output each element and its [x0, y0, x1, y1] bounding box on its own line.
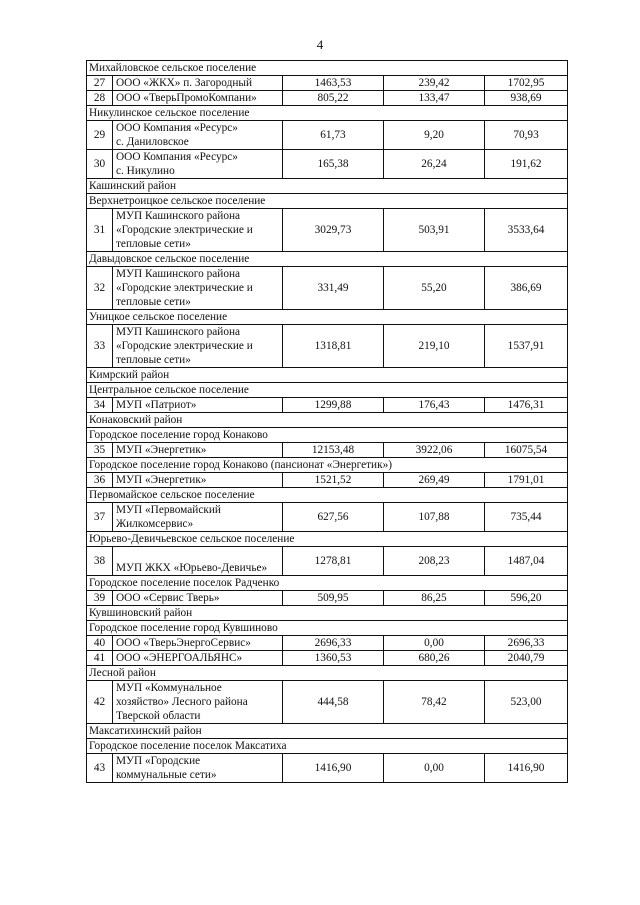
table-row [87, 267, 568, 310]
section-title: Кашинский район [87, 179, 568, 194]
value-total: 386,69 [485, 267, 568, 310]
value-2: 239,42 [384, 76, 485, 91]
row-number: 34 [87, 398, 113, 413]
value-2: 503,91 [384, 209, 485, 252]
row-number: 29 [87, 121, 113, 150]
organization-name: МУП «Первомайский Жилкомсервис» [113, 503, 283, 532]
value-2: 9,20 [384, 121, 485, 150]
section-title: Верхнетроицкое сельское поселение [87, 194, 568, 209]
organization-name: ООО Компания «Ресурс» с. Никулино [113, 150, 283, 179]
table-row [87, 754, 568, 783]
tariff-table [86, 60, 568, 783]
table-row [87, 398, 568, 413]
value-2: 0,00 [384, 636, 485, 651]
organization-name: ООО «ЖКХ» п. Загородный [113, 76, 283, 91]
section-header-row [87, 368, 568, 383]
section-header-row [87, 252, 568, 267]
value-1: 805,22 [283, 91, 384, 106]
section-title: Центральное сельское поселение [87, 383, 568, 398]
section-header-row [87, 606, 568, 621]
value-2: 78,42 [384, 681, 485, 724]
section-header-row [87, 428, 568, 443]
section-header-row [87, 179, 568, 194]
section-title: Городское поселение город Конаково [87, 428, 568, 443]
table-row [87, 76, 568, 91]
table-row [87, 91, 568, 106]
table-row [87, 121, 568, 150]
value-total: 1537,91 [485, 325, 568, 368]
value-total: 70,93 [485, 121, 568, 150]
organization-name: МУП «Энергетик» [113, 443, 283, 458]
value-2: 176,43 [384, 398, 485, 413]
value-total: 2040,79 [485, 651, 568, 666]
section-header-row [87, 724, 568, 739]
row-number: 39 [87, 591, 113, 606]
value-2: 3922,06 [384, 443, 485, 458]
table-row [87, 209, 568, 252]
value-1: 331,49 [283, 267, 384, 310]
section-title: Лесной район [87, 666, 568, 681]
value-2: 133,47 [384, 91, 485, 106]
value-total: 3533,64 [485, 209, 568, 252]
section-title: Уницкое сельское поселение [87, 310, 568, 325]
section-title: Михайловское сельское поселение [87, 61, 568, 76]
table-row [87, 681, 568, 724]
section-title: Давыдовское сельское поселение [87, 252, 568, 267]
table-row [87, 651, 568, 666]
row-number: 42 [87, 681, 113, 724]
section-title: Юрьево-Девичьевское сельское поселение [87, 532, 568, 547]
value-1: 1318,81 [283, 325, 384, 368]
value-2: 219,10 [384, 325, 485, 368]
section-header-row [87, 576, 568, 591]
organization-name: МУП «Энергетик» [113, 473, 283, 488]
organization-name: ООО «ТверьПромоКомпани» [113, 91, 283, 106]
row-number: 31 [87, 209, 113, 252]
organization-name: МУП Кашинского района «Городские электрические и тепловые сети» [113, 209, 283, 252]
value-total: 16075,54 [485, 443, 568, 458]
value-total: 1487,04 [485, 547, 568, 576]
section-title: Никулинское сельское поселение [87, 106, 568, 121]
section-title: Городское поселение город Кувшиново [87, 621, 568, 636]
value-total: 191,62 [485, 150, 568, 179]
section-header-row [87, 532, 568, 547]
value-total: 1416,90 [485, 754, 568, 783]
organization-name: МУП «Патриот» [113, 398, 283, 413]
row-number: 41 [87, 651, 113, 666]
section-title: Кимрский район [87, 368, 568, 383]
value-2: 55,20 [384, 267, 485, 310]
section-title: Городское поселение поселок Максатиха [87, 739, 568, 754]
section-header-row [87, 194, 568, 209]
value-1: 165,38 [283, 150, 384, 179]
page-number: 4 [316, 37, 324, 52]
organization-name: ООО «Сервис Тверь» [113, 591, 283, 606]
value-1: 3029,73 [283, 209, 384, 252]
row-number: 40 [87, 636, 113, 651]
value-2: 26,24 [384, 150, 485, 179]
value-1: 627,56 [283, 503, 384, 532]
organization-name: МУП «Коммунальное хозяйство» Лесного района Тверской области [113, 681, 283, 724]
organization-name: ООО «ЭНЕРГОАЛЬЯНС» [113, 651, 283, 666]
table-row [87, 503, 568, 532]
organization-name: МУП Кашинского района «Городские электрические и тепловые сети» [113, 267, 283, 310]
value-total: 1702,95 [485, 76, 568, 91]
value-1: 1463,53 [283, 76, 384, 91]
section-title: Городское поселение город Конаково (пансионат «Энергетик») [87, 458, 568, 473]
value-2: 86,25 [384, 591, 485, 606]
value-total: 1476,31 [485, 398, 568, 413]
value-total: 938,69 [485, 91, 568, 106]
row-number: 27 [87, 76, 113, 91]
value-total: 735,44 [485, 503, 568, 532]
value-1: 1299,88 [283, 398, 384, 413]
value-total: 596,20 [485, 591, 568, 606]
organization-name: МУП «Городские коммунальные сети» [113, 754, 283, 783]
table-row [87, 443, 568, 458]
section-header-row [87, 739, 568, 754]
value-2: 0,00 [384, 754, 485, 783]
row-number: 37 [87, 503, 113, 532]
row-number: 30 [87, 150, 113, 179]
value-1: 1278,81 [283, 547, 384, 576]
section-header-row [87, 458, 568, 473]
row-number: 32 [87, 267, 113, 310]
table-row [87, 325, 568, 368]
section-header-row [87, 413, 568, 428]
table-row [87, 591, 568, 606]
value-2: 107,88 [384, 503, 485, 532]
section-header-row [87, 383, 568, 398]
row-number: 33 [87, 325, 113, 368]
value-1: 444,58 [283, 681, 384, 724]
organization-name: МУП ЖКХ «Юрьево-Девичье» [113, 547, 283, 576]
row-number: 35 [87, 443, 113, 458]
section-title: Конаковский район [87, 413, 568, 428]
row-number: 38 [87, 547, 113, 576]
value-1: 12153,48 [283, 443, 384, 458]
organization-name: ООО «ТверьЭнергоСервис» [113, 636, 283, 651]
organization-name: ООО Компания «Ресурс» с. Даниловское [113, 121, 283, 150]
value-1: 1360,53 [283, 651, 384, 666]
value-1: 61,73 [283, 121, 384, 150]
value-1: 1416,90 [283, 754, 384, 783]
row-number: 43 [87, 754, 113, 783]
row-number: 36 [87, 473, 113, 488]
value-2: 680,26 [384, 651, 485, 666]
section-title: Максатихинский район [87, 724, 568, 739]
value-total: 523,00 [485, 681, 568, 724]
table-row [87, 547, 568, 576]
value-2: 208,23 [384, 547, 485, 576]
section-header-row [87, 621, 568, 636]
section-header-row [87, 106, 568, 121]
value-1: 509,95 [283, 591, 384, 606]
row-number: 28 [87, 91, 113, 106]
value-2: 269,49 [384, 473, 485, 488]
organization-name: МУП Кашинского района «Городские электрические и тепловые сети» [113, 325, 283, 368]
section-header-row [87, 666, 568, 681]
table-row [87, 473, 568, 488]
value-total: 1791,01 [485, 473, 568, 488]
section-header-row [87, 488, 568, 503]
section-header-row [87, 310, 568, 325]
section-title: Городское поселение поселок Радченко [87, 576, 568, 591]
section-title: Кувшиновский район [87, 606, 568, 621]
table-row [87, 636, 568, 651]
section-title: Первомайское сельское поселение [87, 488, 568, 503]
section-header-row [87, 61, 568, 76]
table-row [87, 150, 568, 179]
value-1: 1521,52 [283, 473, 384, 488]
value-1: 2696,33 [283, 636, 384, 651]
value-total: 2696,33 [485, 636, 568, 651]
